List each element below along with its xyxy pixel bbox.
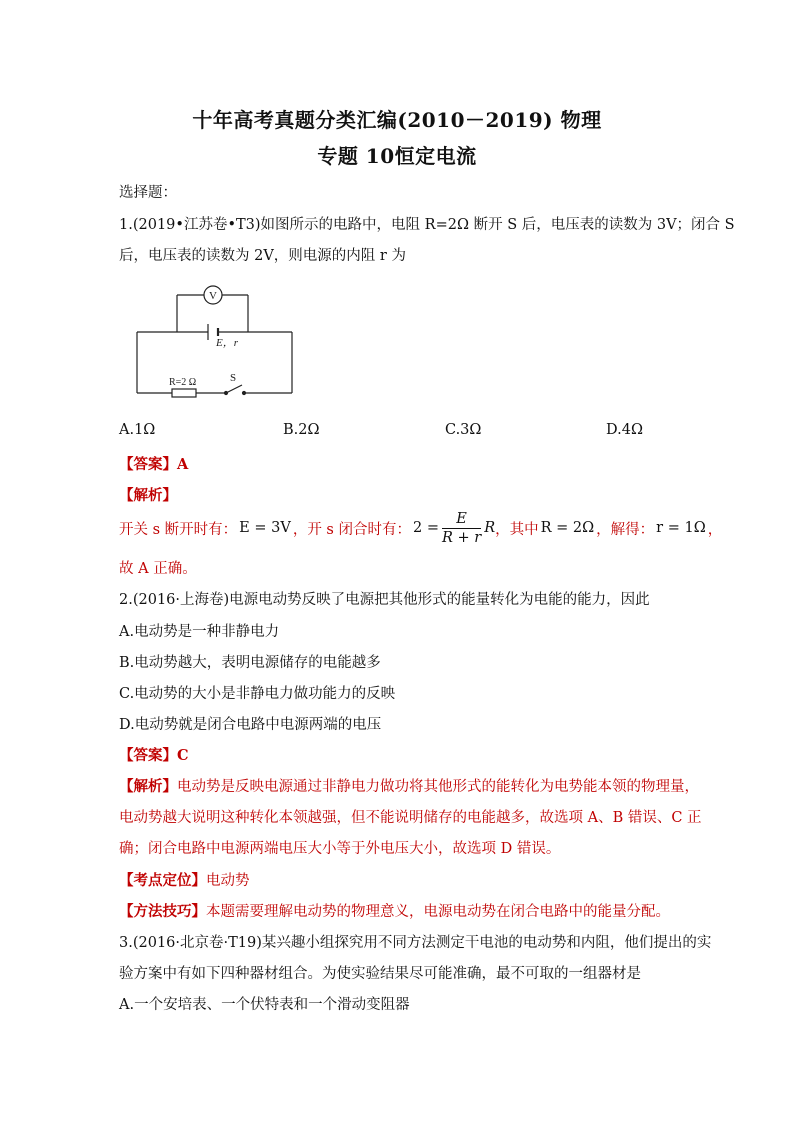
q1-analysis-line2: 故 A 正确。 [119, 561, 197, 577]
q2-method-line [119, 900, 670, 921]
q2-point-label: 【考点定位】 [119, 872, 206, 889]
q1-analysis-eq1: E = 3V [239, 520, 291, 536]
q2-option-b: B.电动势越大，表明电源储存的电能越多 [119, 655, 381, 671]
q1-analysis-eq2-right: R [484, 520, 496, 536]
q1-option-b: B.2Ω [283, 422, 320, 438]
source-label: E，r [216, 337, 238, 349]
q1-analysis-text5: ， [707, 521, 723, 538]
q2-method-label: 【方法技巧】 [119, 903, 206, 920]
section-label: 选择题： [119, 185, 177, 201]
q1-analysis-label: 【解析】 [119, 487, 177, 504]
q3-stem-line1: 3.(2016·北京卷·T19)某兴趣小组探究用不同方法测定干电池的电动势和内阻，他们提出的实 [119, 935, 712, 951]
resistor-icon [172, 389, 196, 397]
q1-option-c: C.3Ω [445, 422, 482, 438]
q1-analysis-fraction [442, 510, 481, 547]
q2-option-a: A.电动势是一种非静电力 [119, 624, 280, 640]
fraction-numerator: E [442, 510, 481, 529]
q2-option-c: C.电动势的大小是非静电力做功能力的反映 [119, 686, 396, 702]
switch-label: S [230, 372, 237, 384]
q1-analysis-eq4: r = 1Ω [656, 520, 706, 536]
q2-analysis-text1: 电动势是反映电源通过非静电力做功将其他形式的能转化为电势能本领的物理量， [177, 779, 699, 795]
resistor-label: R=2 Ω [169, 377, 197, 388]
q2-analysis-line1 [119, 775, 699, 796]
fraction-denominator: R + r [441, 529, 482, 546]
q2-point-line [119, 869, 250, 890]
q2-analysis-label: 【解析】 [119, 778, 177, 795]
q1-analysis-text3: ，其中 [495, 521, 539, 538]
q1-analysis-line1 [119, 508, 722, 548]
q2-point-text: 电动势 [206, 873, 250, 889]
switch-icon [226, 385, 242, 393]
q1-stem-line1: 1.(2019•江苏卷•T3)如图所示的电路中，电阻 R=2Ω 断开 S 后，电压表的读数为 3V；闭合 S [119, 217, 735, 233]
q2-method-text: 本题需要理解电动势的物理意义，电源电动势在闭合电路中的能量分配。 [206, 904, 670, 920]
q1-option-a: A.1Ω [119, 422, 156, 438]
q1-answer: 【答案】A [119, 456, 189, 473]
q1-option-d: D.4Ω [606, 422, 643, 438]
q1-stem-line2: 后，电压表的读数为 2V，则电源的内阻 r 为 [119, 248, 406, 264]
q1-analysis-text1: 开关 s 断开时有： [119, 521, 238, 538]
q2-analysis-line3: 确；闭合电路中电源两端电压大小等于外电压大小，故选项 D 错误。 [119, 841, 561, 857]
document-subtitle: 专题 10恒定电流 [317, 144, 477, 168]
voltmeter-label: V [209, 290, 217, 302]
q1-analysis-eq2-left: 2 = [413, 520, 439, 536]
q2-analysis-line2: 电动势越大说明这种转化本领越强，但不能说明储存的电能越多，故选项 A、B 错误、C 正 [119, 810, 702, 826]
q2-option-d: D.电动势就是闭合电路中电源两端的电压 [119, 717, 382, 733]
q3-stem-line2: 验方案中有如下四种器材组合。为使实验结果尽可能准确，最不可取的一组器材是 [119, 966, 641, 982]
q1-analysis-text2: ，开 s 闭合时有： [292, 521, 411, 538]
q2-stem: 2.(2016·上海卷)电源电动势反映了电源把其他形式的能量转化为电能的能力，因此 [119, 592, 650, 608]
q3-option-a: A.一个安培表、一个伏特表和一个滑动变阻器 [119, 997, 410, 1013]
q1-analysis-eq3: R = 2Ω [540, 520, 595, 536]
document-title: 十年高考真题分类汇编(2010－2019) 物理 [192, 108, 602, 132]
q2-answer: 【答案】C [119, 747, 189, 764]
circuit-diagram [130, 280, 305, 405]
q1-analysis-text4: ，解得： [596, 521, 655, 538]
